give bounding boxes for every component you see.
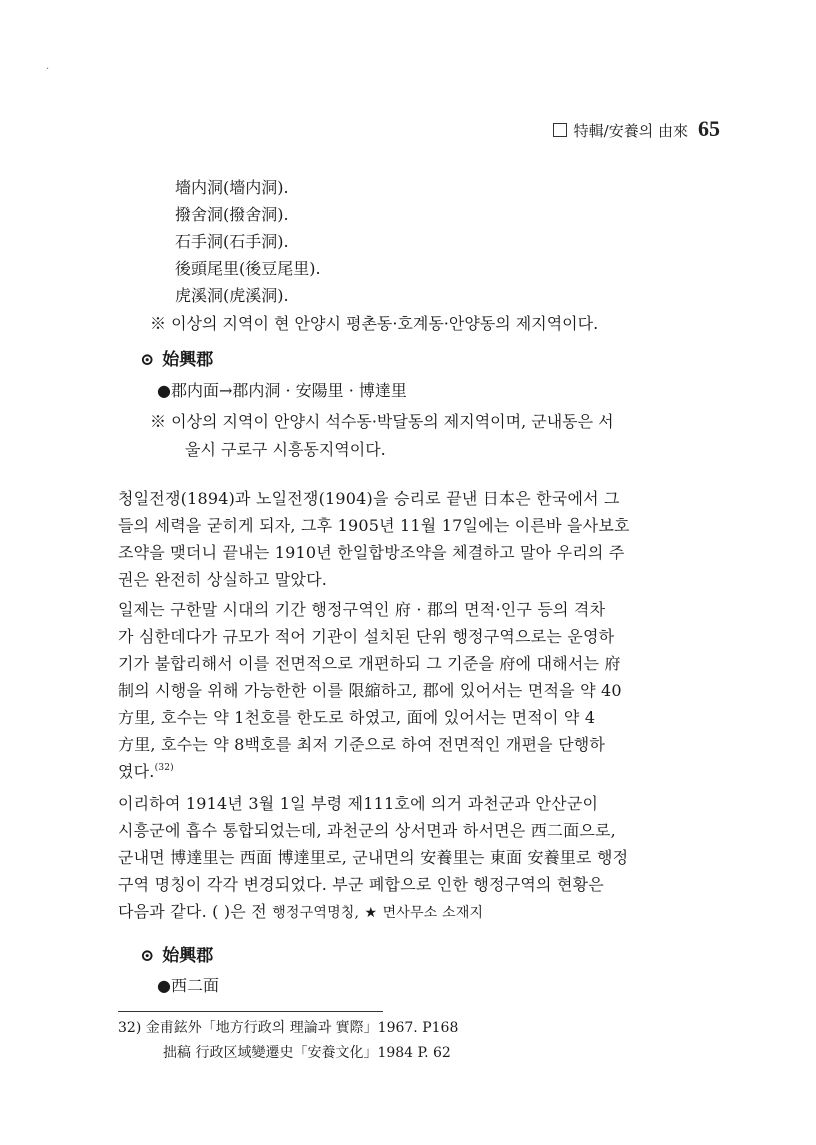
- section-heading: [140, 352, 213, 369]
- paragraph-line: 권은 완전히 상실하고 말았다.: [118, 570, 328, 589]
- place-line: 後頭尾里(後豆尾里).: [175, 259, 321, 278]
- place-line: 撥舍洞(撥舍洞).: [175, 205, 289, 224]
- paragraph-line: 시흥군에 흡수 통합되었는데, 과천군의 상서면과 하서면은 西二面으로,: [118, 821, 616, 840]
- region-note-continued: 울시 구로구 시흥동지역이다.: [185, 440, 386, 459]
- star-icon: ★: [364, 905, 378, 921]
- paragraph-line: 方里, 호수는 약 1천호를 한도로 하였고, 面에 있어서는 면적이 약 4: [118, 708, 596, 727]
- paragraph-line: [118, 904, 483, 920]
- paragraph-text: 다음과 같다. ( )은 전: [118, 902, 267, 921]
- paragraph-line: 이리하여 1914년 3월 1일 부령 제111호에 의거 과천군과 안산군이: [118, 794, 599, 813]
- bullet-item: ●西二面: [157, 976, 219, 995]
- bullet-item: ●郡内面→郡内洞 · 安陽里 · 博達里: [157, 381, 407, 400]
- region-note: ※ 이상의 지역이 안양시 석수동·박달동의 제지역이며, 군내동은 서: [150, 412, 614, 431]
- section-title: 始興郡: [162, 350, 214, 370]
- place-line: 墻内洞(墻内洞).: [175, 178, 289, 197]
- footnote-divider: [118, 1011, 383, 1012]
- circle-dot-icon: ⊙: [140, 946, 155, 966]
- paragraph-line: 기가 불합리해서 이를 전면적으로 개편하되 그 기준을 府에 대해서는 府: [118, 654, 621, 673]
- paragraph-text-small: 행정구역명칭,: [272, 905, 360, 921]
- page-number: 65: [698, 116, 720, 141]
- header-title: 特輯/安養의 由來: [573, 122, 688, 140]
- place-line: 石手洞(石手洞).: [175, 232, 289, 251]
- paragraph-line: 方里, 호수는 약 8백호를 최저 기준으로 하여 전면적인 개편을 단행하: [118, 735, 606, 754]
- footnote-line: 32) 金甫鉉外「地方行政의 理論과 實際」1967. P168: [118, 1020, 459, 1036]
- square-box-icon: [553, 123, 567, 137]
- paragraph-line: [118, 764, 174, 780]
- paragraph-line: 군내면 博達里는 西面 博達里로, 군내면의 安養里는 東面 安養里로 행정: [118, 848, 629, 867]
- paragraph-line: 制의 시행을 위해 가능한한 이를 限縮하고, 郡에 있어서는 면적을 약 40: [118, 681, 622, 700]
- scan-speck: ·: [46, 64, 50, 75]
- running-header: [553, 116, 720, 142]
- footnote-reference: (32): [154, 763, 174, 773]
- place-line: 虎溪洞(虎溪洞).: [175, 286, 289, 305]
- paragraph-line: 일제는 구한말 시대의 기간 행정구역인 府 · 郡의 면적·인구 등의 격차: [118, 600, 606, 619]
- paragraph-line: 조약을 맺더니 끝내는 1910년 한일합방조약을 체결하고 말아 우리의 주: [118, 543, 625, 562]
- paragraph-line: 구역 명칭이 각각 변경되었다. 부군 폐합으로 인한 행정구역의 현황은: [118, 875, 604, 894]
- region-note: ※ 이상의 지역이 현 안양시 평촌동·호계동·안양동의 제지역이다.: [150, 314, 599, 333]
- paragraph-line: 가 심한데다가 규모가 적어 기관이 설치된 단위 행정구역으로는 운영하: [118, 627, 615, 646]
- footnote-line: 拙稿 行政区域變遷史「安養文化」1984 P. 62: [163, 1045, 451, 1061]
- circle-dot-icon: ⊙: [140, 350, 155, 370]
- paragraph-line: 청일전쟁(1894)과 노일전쟁(1904)을 승리로 끝낸 日本은 한국에서 그: [118, 489, 620, 508]
- section-heading: [140, 948, 213, 965]
- header-title-group: [553, 120, 688, 141]
- paragraph-text-small: 면사무소 소재지: [382, 905, 484, 921]
- paragraph-text: 였다.: [118, 762, 155, 781]
- section-title: 始興郡: [162, 946, 214, 966]
- paragraph-line: 들의 세력을 굳히게 되자, 그후 1905년 11월 17일에는 이른바 을사보호: [118, 516, 630, 535]
